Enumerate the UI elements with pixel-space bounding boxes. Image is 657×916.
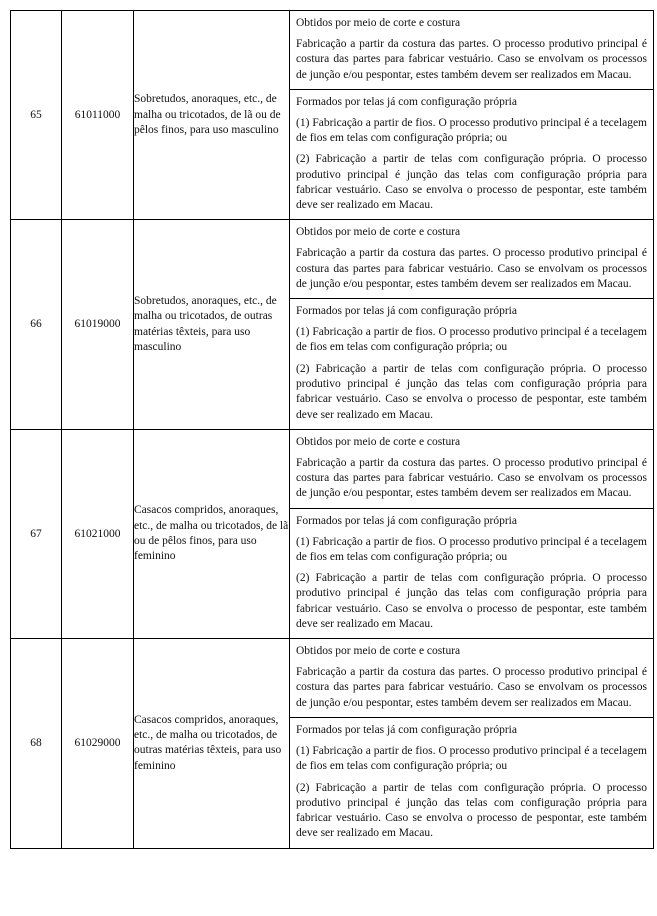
rule-paragraph: Fabricação a partir da costura das partes. O processo produtivo principal é costura das partes para fabricar vestuário. Caso se envolvam os processos de junção e/ou pespontar, estes também devem ser realizados em Macau. bbox=[296, 666, 647, 709]
row-hs-code: 61029000 bbox=[62, 639, 134, 848]
rule-group-heading: Obtidos por meio de corte e costura bbox=[296, 17, 461, 29]
rule-group bbox=[290, 298, 653, 429]
rule-paragraph: (1) Fabricação a partir de fios. O processo produtivo principal é a tecelagem de fios em telas com configuração própria; ou bbox=[296, 744, 647, 773]
rule-paragraph: Fabricação a partir da costura das partes. O processo produtivo principal é costura das partes para fabricar vestuário. Caso se envolvam os processos de junção e/ou pespontar, estes também devem ser realizados em Macau. bbox=[296, 247, 647, 290]
row-number: 68 bbox=[11, 639, 62, 848]
table-row bbox=[11, 639, 654, 848]
rule-paragraph: (2) Fabricação a partir de telas com configuração própria. O processo produtivo principal é junção das telas com configuração própria para fabricar vestuário. Caso se envolva o processo de pespontar, este também deve ser realizado em Macau. bbox=[296, 153, 647, 212]
rule-group bbox=[290, 639, 653, 717]
rule-paragraph: (1) Fabricação a partir de fios. O processo produtivo principal é a tecelagem de fios em telas com configuração própria; ou bbox=[296, 326, 647, 354]
rule-group-heading: Obtidos por meio de corte e costura bbox=[296, 435, 461, 448]
rule-group-heading: Obtidos por meio de corte e costura bbox=[296, 226, 461, 239]
rule-group bbox=[290, 220, 653, 298]
rule-group-heading: Formados por telas já com configuração própria bbox=[296, 724, 517, 736]
row-rules bbox=[290, 639, 654, 848]
rule-group bbox=[290, 430, 653, 508]
rule-group-heading: Formados por telas já com configuração própria bbox=[296, 95, 517, 108]
row-rules bbox=[290, 429, 654, 638]
rule-group bbox=[290, 11, 653, 89]
table-row bbox=[11, 429, 654, 638]
rule-paragraph: (2) Fabricação a partir de telas com configuração própria. O processo produtivo principal é junção das telas com configuração própria para fabricar vestuário. Caso se envolva o processo de pespontar, este também deve ser realizado em Macau. bbox=[296, 572, 647, 630]
row-number: 66 bbox=[11, 220, 62, 429]
table-row bbox=[11, 11, 654, 220]
row-number: 67 bbox=[11, 429, 62, 638]
row-rules bbox=[290, 11, 654, 220]
row-description: Sobretudos, anoraques, etc., de malha ou tricotados, de outras matérias têxteis, para uso masculino bbox=[134, 220, 290, 429]
rule-paragraph: (1) Fabricação a partir de fios. O processo produtivo principal é a tecelagem de fios em telas com configuração própria; ou bbox=[296, 535, 647, 563]
row-number: 65 bbox=[11, 11, 62, 220]
rule-paragraph: Fabricação a partir da costura das partes. O processo produtivo principal é costura das partes para fabricar vestuário. Caso se envolvam os processos de junção e/ou pespontar, estes também devem ser realizados em Macau. bbox=[296, 37, 647, 81]
tariff-rules-table bbox=[10, 10, 654, 849]
row-hs-code: 61019000 bbox=[62, 220, 134, 429]
rule-group bbox=[290, 717, 653, 848]
row-description: Casacos compridos, anoraques, etc., de malha ou tricotados, de outras matérias têxteis, para uso feminino bbox=[134, 639, 290, 848]
table-row bbox=[11, 220, 654, 429]
rule-paragraph: Fabricação a partir da costura das partes. O processo produtivo principal é costura das partes para fabricar vestuário. Caso se envolvam os processos de junção e/ou pespontar, estes também devem ser realizados em Macau. bbox=[296, 456, 647, 500]
rule-paragraph: (2) Fabricação a partir de telas com configuração própria. O processo produtivo principal é junção das telas com configuração própria para fabricar vestuário. Caso se envolva o processo de pespontar, este também deve ser realizado em Macau. bbox=[296, 362, 647, 421]
rule-group bbox=[290, 508, 653, 639]
row-description: Sobretudos, anoraques, etc., de malha ou tricotados, de lã ou de pêlos finos, para uso masculino bbox=[134, 11, 290, 220]
rule-paragraph: (1) Fabricação a partir de fios. O processo produtivo principal é a tecelagem de fios em telas com configuração própria; ou bbox=[296, 116, 647, 144]
rule-group-heading: Formados por telas já com configuração própria bbox=[296, 514, 517, 527]
row-rules bbox=[290, 220, 654, 429]
rule-group-heading: Formados por telas já com configuração própria bbox=[296, 305, 517, 318]
rule-group-heading: Obtidos por meio de corte e costura bbox=[296, 645, 461, 658]
rule-group bbox=[290, 89, 653, 220]
row-hs-code: 61021000 bbox=[62, 429, 134, 638]
rule-paragraph: (2) Fabricação a partir de telas com configuração própria. O processo produtivo principal é junção das telas com configuração própria para fabricar vestuário. Caso se envolva o processo de pespontar, este também deve ser realizado em Macau. bbox=[296, 781, 647, 840]
row-description: Casacos compridos, anoraques, etc., de malha ou tricotados, de lã ou de pêlos finos, para uso feminino bbox=[134, 429, 290, 638]
row-hs-code: 61011000 bbox=[62, 11, 134, 220]
